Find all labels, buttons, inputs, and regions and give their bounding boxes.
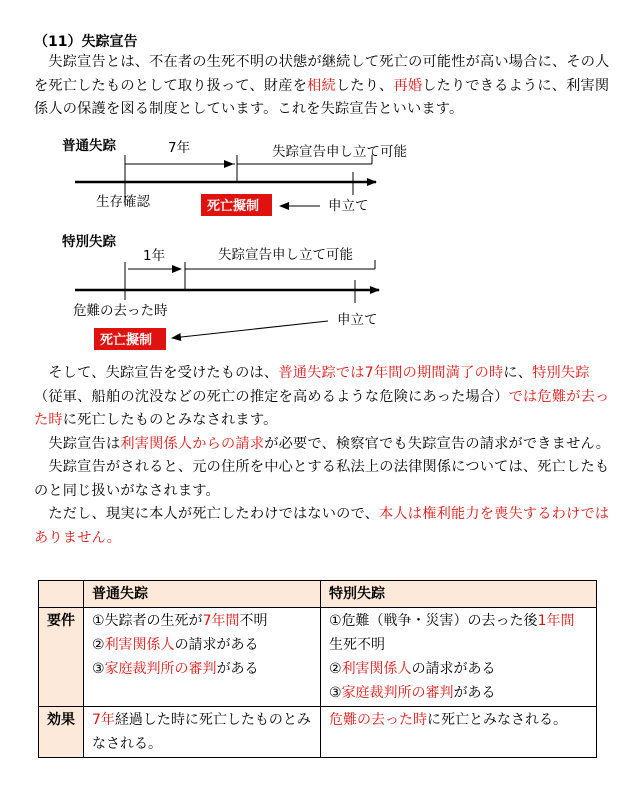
- table-header-row: [39, 581, 597, 608]
- cell-special-requirement: [321, 608, 597, 707]
- normal-req-3-r: 家庭裁判所の審判: [104, 661, 217, 677]
- cell-special-effect: [321, 707, 597, 758]
- special-effect-b: に死亡とみなされる。: [427, 712, 567, 728]
- paragraph-legal-relations: 失踪宣告がされると、元の住所を中心とする私法上の法律関係については、死亡したものと同じ扱いがなされます。: [34, 459, 610, 499]
- normal-start-label: 生存確認: [96, 194, 150, 210]
- special-label: 特別失踪: [62, 234, 116, 250]
- body-paragraphs: [34, 362, 614, 550]
- normal-req-line-2: [92, 633, 312, 657]
- p1-highlight-normal: 普通失踪では7年間の期間満了の時: [278, 365, 504, 381]
- intro-text-1: 失踪宣告とは、不在者の生死不明の状態が継続して死亡の可能性が高い場合に、その人を死亡したものとして取り扱って、財産を: [34, 54, 610, 94]
- p4-text-a: ただし、現実に本人が死亡したわけではないので、: [34, 506, 380, 522]
- intro-highlight-inheritance: 相続: [307, 77, 336, 94]
- intro-highlight-remarriage: 再婚: [393, 77, 423, 94]
- summary-table: [38, 580, 597, 758]
- cell-normal-effect: [84, 707, 321, 758]
- intro-text-2: したり、: [335, 77, 394, 94]
- special-start-label: 危難の去った時: [73, 303, 168, 319]
- table-corner: [39, 581, 84, 608]
- special-req-line-2: [329, 657, 588, 681]
- normal-possible-label: 失踪宣告申し立て可能: [272, 144, 407, 160]
- special-petition-label: 申立て: [337, 312, 378, 328]
- cell-normal-requirement: [84, 608, 321, 707]
- p2-text-a: 失踪宣告は: [34, 435, 121, 452]
- special-req-1-b: 生死不明: [329, 637, 385, 653]
- row-label-effect: 効果: [39, 707, 84, 758]
- special-req-3-b: がある: [453, 685, 496, 701]
- normal-period-label: 7年: [168, 140, 191, 156]
- header-special: 特別失踪: [321, 581, 597, 608]
- normal-req-3-a: ③: [92, 661, 105, 677]
- special-req-1-a: ①危難（戦争・災害）の去った後: [329, 613, 538, 629]
- paragraph-capacity: [34, 503, 614, 550]
- normal-req-2-r: 利害関係人: [104, 637, 175, 653]
- normal-req-line-1: [92, 609, 312, 633]
- special-death-label: 死亡擬制: [100, 333, 153, 348]
- header-normal: 普通失踪: [84, 581, 321, 608]
- normal-effect-b: 経過した時に死亡したものとみなされる。: [92, 712, 311, 752]
- p1-text-a: そして、失踪宣告を受けたものは、: [34, 365, 279, 381]
- special-req-3-a: ③: [329, 685, 342, 701]
- p2-text-b: が必要で、検察官でも失踪宣告の請求ができません。: [264, 435, 611, 452]
- table-row-requirement: [39, 608, 597, 707]
- normal-req-2-b: の請求がある: [174, 637, 259, 653]
- p2-highlight-request: 利害関係人からの請求: [120, 435, 265, 452]
- disappearance-timeline-diagram: [0, 0, 644, 360]
- p1-highlight-special: 特別失踪: [532, 365, 590, 381]
- special-req-2-a: ②: [329, 661, 342, 677]
- p4-highlight-capacity: 本人は権利能力を喪失するわけではありません。: [34, 506, 610, 546]
- p1-text-d: に死亡したものとみなされます。: [62, 412, 278, 428]
- special-req-3-r: 家庭裁判所の審判: [341, 685, 454, 701]
- special-req-2-r: 利害関係人: [341, 661, 412, 677]
- normal-req-1-b: 不明: [239, 613, 268, 629]
- p1-text-c: （従軍、船舶の沈没などの死亡の推定を高めるような危険にあった場合）: [34, 388, 509, 405]
- normal-req-2-a: ②: [92, 637, 105, 653]
- normal-req-3-b: がある: [216, 661, 259, 677]
- paragraph-request: [34, 433, 614, 457]
- section-title: （11）失踪宣告: [34, 34, 138, 50]
- normal-req-1-r: 7年間: [202, 613, 240, 629]
- normal-req-1-a: ①失踪者の生死が: [92, 613, 203, 629]
- special-req-1-r: 1年間: [537, 613, 575, 629]
- p1-highlight-danger: では危難が去った時: [34, 388, 610, 428]
- intro-text-3: したりできるように、利害関係人の保護を図る制度としています。これを失踪宣告といいます。: [34, 77, 610, 117]
- special-period-label: 1年: [143, 248, 166, 264]
- row-label-requirement: 要件: [39, 608, 84, 707]
- paragraph-effect: [34, 362, 614, 433]
- normal-req-line-3: [92, 657, 312, 681]
- special-req-line-3: [329, 681, 588, 705]
- normal-label: 普通失踪: [62, 138, 116, 154]
- p1-text-b: に、: [503, 365, 533, 381]
- normal-effect-r: 7年: [92, 712, 115, 728]
- special-effect-r: 危難の去った時: [329, 712, 427, 728]
- special-possible-label: 失踪宣告申し立て可能: [218, 247, 353, 263]
- normal-death-label: 死亡擬制: [207, 199, 260, 214]
- special-req-2-b: の請求がある: [411, 661, 496, 677]
- special-req-line-1: [329, 609, 588, 657]
- normal-petition-label: 申立て: [328, 198, 369, 214]
- table-row-effect: [39, 707, 597, 758]
- special-petition-arrow: [172, 321, 328, 338]
